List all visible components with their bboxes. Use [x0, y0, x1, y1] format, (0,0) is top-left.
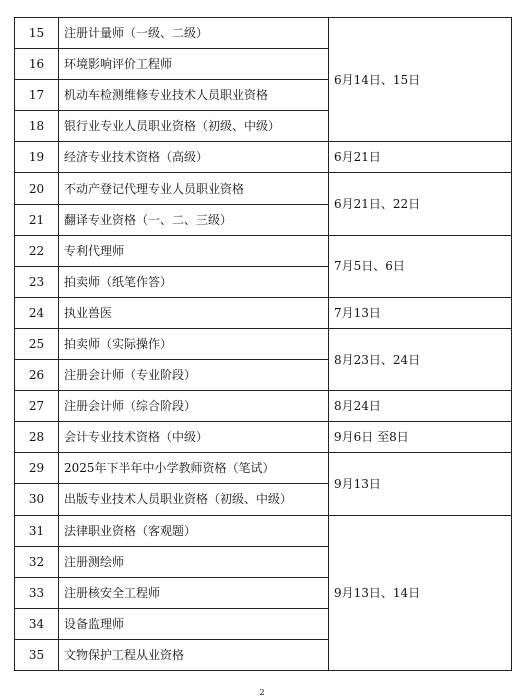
table-row	[15, 328, 512, 359]
row-number: 30	[15, 484, 59, 515]
table-row	[15, 173, 512, 204]
row-number: 31	[15, 515, 59, 546]
exam-name: 拍卖师（实际操作）	[59, 328, 329, 359]
row-number: 19	[15, 142, 59, 173]
row-number: 23	[15, 266, 59, 297]
row-number: 18	[15, 111, 59, 142]
exam-schedule-table	[14, 17, 512, 671]
row-number: 28	[15, 422, 59, 453]
row-number: 24	[15, 297, 59, 328]
table-row	[15, 453, 512, 484]
exam-name: 银行业专业人员职业资格（初级、中级）	[59, 111, 329, 142]
exam-name: 翻译专业资格（一、二、三级）	[59, 204, 329, 235]
row-number: 33	[15, 577, 59, 608]
exam-name: 机动车检测维修专业技术人员职业资格	[59, 80, 329, 111]
table-row	[15, 142, 512, 173]
row-number: 16	[15, 49, 59, 80]
exam-date: 6月21日	[329, 142, 512, 173]
exam-name: 专利代理师	[59, 235, 329, 266]
exam-date: 9月13日	[329, 453, 512, 515]
row-number: 17	[15, 80, 59, 111]
row-number: 20	[15, 173, 59, 204]
exam-name: 注册核安全工程师	[59, 577, 329, 608]
row-number: 15	[15, 18, 59, 49]
table-row	[15, 422, 512, 453]
table-row	[15, 18, 512, 49]
exam-name: 出版专业技术人员职业资格（初级、中级）	[59, 484, 329, 515]
exam-name: 不动产登记代理专业人员职业资格	[59, 173, 329, 204]
row-number: 26	[15, 360, 59, 391]
exam-name: 注册计量师（一级、二级）	[59, 18, 329, 49]
exam-name: 环境影响评价工程师	[59, 49, 329, 80]
row-number: 25	[15, 328, 59, 359]
exam-name: 法律职业资格（客观题）	[59, 515, 329, 546]
row-number: 34	[15, 608, 59, 639]
exam-name: 注册会计师（综合阶段）	[59, 391, 329, 422]
table-row	[15, 235, 512, 266]
table-row	[15, 391, 512, 422]
page-number: 2	[259, 688, 265, 697]
row-number: 27	[15, 391, 59, 422]
row-number: 29	[15, 453, 59, 484]
table-row	[15, 515, 512, 546]
exam-date: 6月21日、22日	[329, 173, 512, 235]
exam-name: 执业兽医	[59, 297, 329, 328]
row-number: 22	[15, 235, 59, 266]
exam-name: 拍卖师（纸笔作答）	[59, 266, 329, 297]
row-number: 35	[15, 639, 59, 670]
exam-date: 9月6日 至8日	[329, 422, 512, 453]
exam-name: 文物保护工程从业资格	[59, 639, 329, 670]
exam-date: 7月13日	[329, 297, 512, 328]
exam-date: 8月24日	[329, 391, 512, 422]
exam-name: 设备监理师	[59, 608, 329, 639]
table-row	[15, 297, 512, 328]
row-number: 32	[15, 546, 59, 577]
exam-name: 经济专业技术资格（高级）	[59, 142, 329, 173]
exam-date: 7月5日、6日	[329, 235, 512, 297]
exam-name: 2025年下半年中小学教师资格（笔试）	[59, 453, 329, 484]
exam-date: 6月14日、15日	[329, 18, 512, 142]
exam-name: 会计专业技术资格（中级）	[59, 422, 329, 453]
exam-name: 注册测绘师	[59, 546, 329, 577]
exam-date: 8月23日、24日	[329, 328, 512, 390]
exam-name: 注册会计师（专业阶段）	[59, 360, 329, 391]
row-number: 21	[15, 204, 59, 235]
exam-date: 9月13日、14日	[329, 515, 512, 670]
